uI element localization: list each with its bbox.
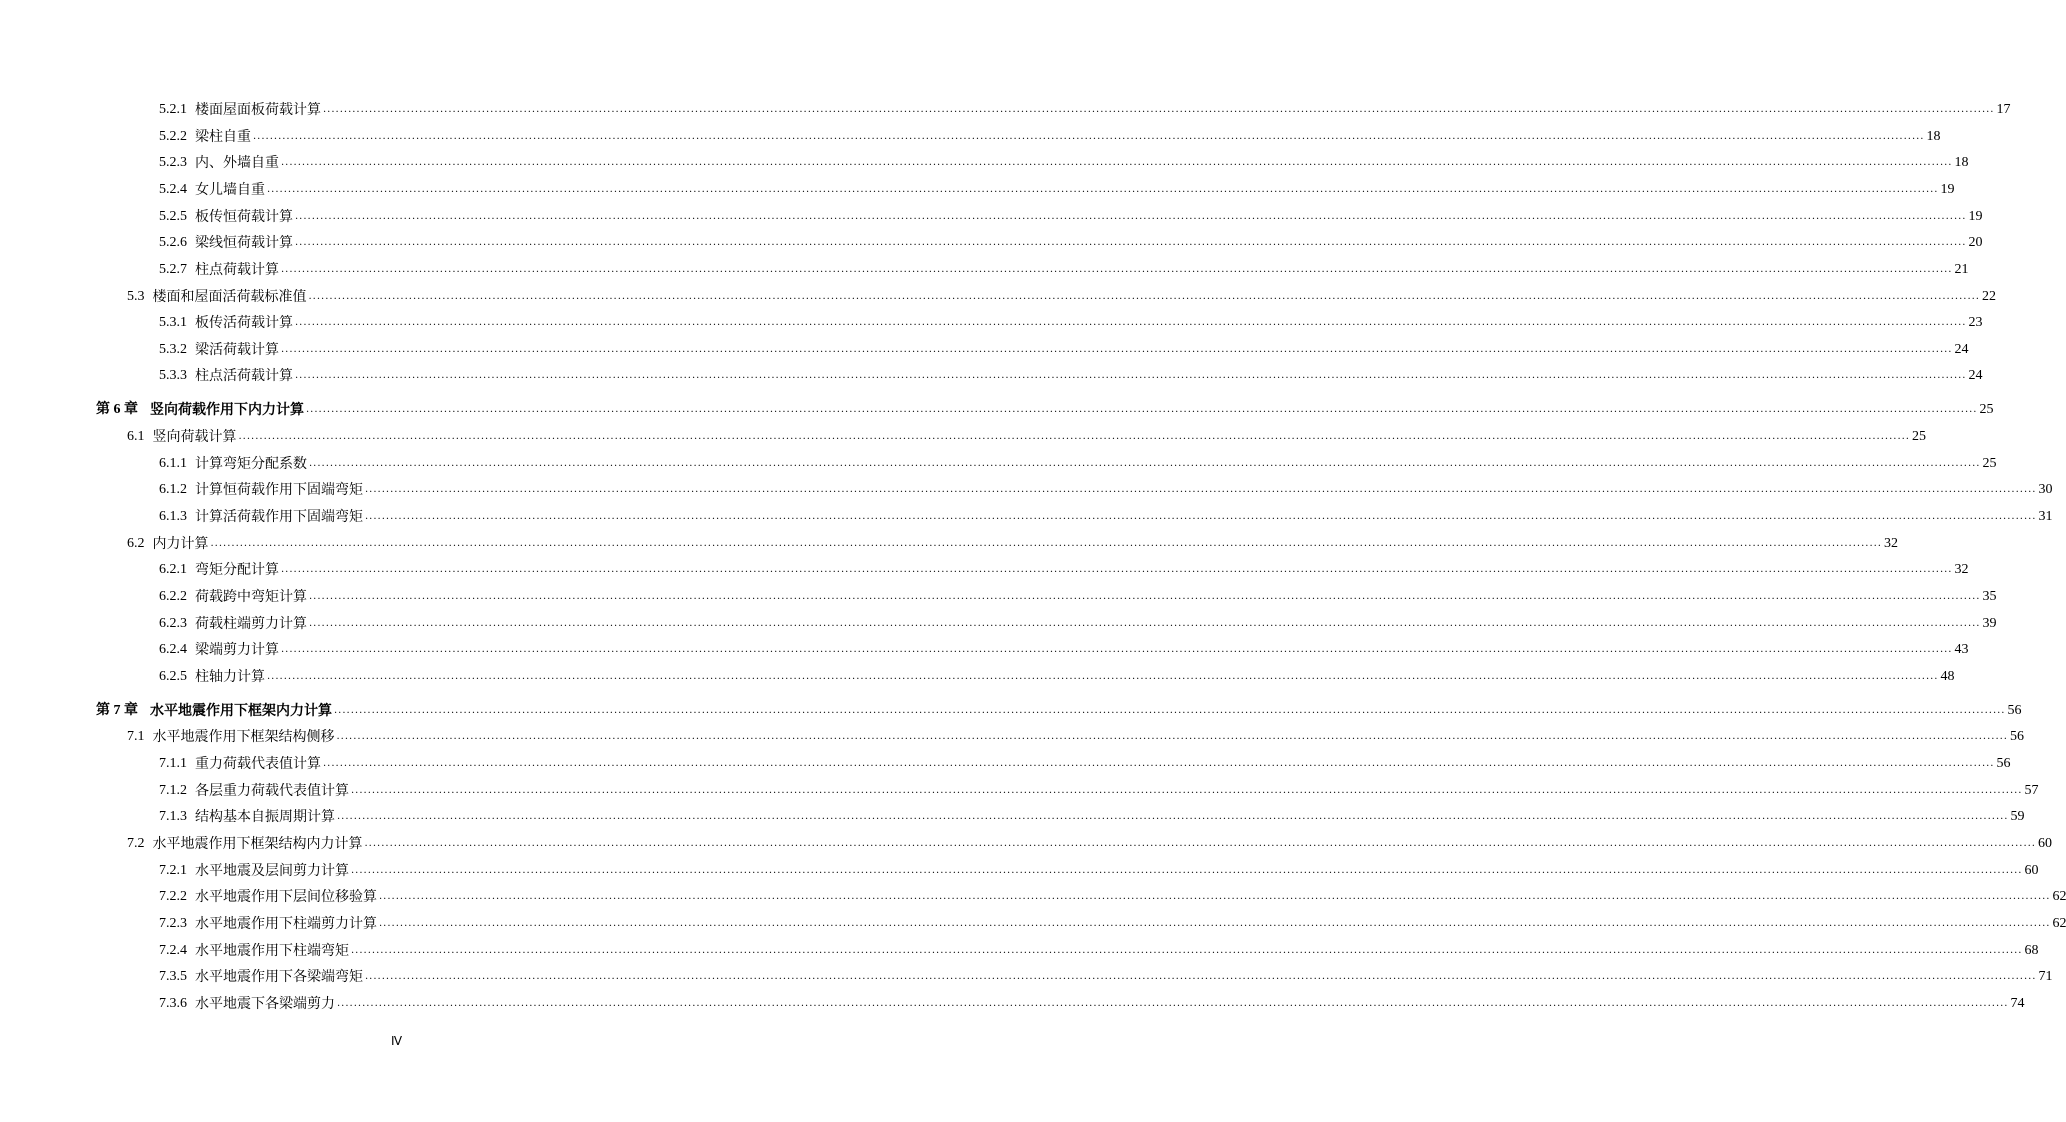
toc-entry-number: 7.2.4 (159, 943, 187, 958)
dot-leader: ................................................................................................................................................................................................................................................................................................................................................................................................................ (295, 370, 1967, 381)
toc-entry-number: 6.2 (127, 536, 145, 551)
toc-entry[interactable] (0, 584, 1997, 610)
toc-entry-number: 5.3.2 (159, 342, 187, 357)
dot-leader: ................................................................................................................................................................................................................................................................................................................................................................................................................ (309, 618, 1981, 629)
toc-entry[interactable] (0, 177, 1955, 203)
toc-entry[interactable] (0, 531, 1898, 557)
toc-entry-title: 计算活荷载作用下固端弯矩 (195, 509, 363, 525)
toc-entry-page: 62 (2052, 916, 2066, 931)
dot-leader: ................................................................................................................................................................................................................................................................................................................................................................................................................ (306, 404, 1978, 415)
toc-entry[interactable] (0, 938, 2039, 964)
toc-entry-page: 19 (1968, 209, 1983, 224)
toc-entry-page: 48 (1940, 669, 1955, 684)
toc-entry-title: 竖向荷载计算 (152, 429, 237, 445)
toc-entry-title: 水平地震作用下柱端剪力计算 (195, 916, 377, 932)
dot-leader: ................................................................................................................................................................................................................................................................................................................................................................................................................ (295, 237, 1967, 248)
toc-entry-page: 32 (1954, 562, 1969, 577)
toc-entry-title: 水平地震作用下柱端弯矩 (195, 943, 349, 959)
toc-entry-title: 重力荷载代表值计算 (195, 756, 321, 772)
toc-entry-page: 39 (1982, 616, 1997, 631)
toc-entry-title: 计算恒荷载作用下固端弯矩 (195, 482, 363, 498)
dot-leader: ................................................................................................................................................................................................................................................................................................................................................................................................................ (351, 785, 2023, 796)
toc-entry-number: 第 7 章 (96, 703, 138, 718)
toc-entry-number: 5.2.6 (159, 235, 187, 250)
toc-entry[interactable] (0, 310, 1983, 336)
toc-entry-number: 5.2.5 (159, 209, 187, 224)
toc-entry-title: 楼面和屋面活荷载标准值 (152, 289, 307, 305)
toc-entry-title: 水平地震作用下各梁端弯矩 (195, 969, 363, 985)
toc-entry-title: 水平地震作用下框架内力计算 (150, 703, 332, 719)
toc-entry-title: 柱轴力计算 (195, 669, 265, 685)
toc-entry-number: 7.1 (127, 729, 145, 744)
toc-entry-page: 20 (1968, 235, 1983, 250)
toc-entry-title: 荷载跨中弯矩计算 (195, 589, 307, 605)
toc-entry-title: 各层重力荷载代表值计算 (195, 783, 349, 799)
toc-entry[interactable] (0, 724, 2024, 750)
toc-entry-page: 31 (2038, 509, 2053, 524)
toc-entry-page: 56 (2009, 729, 2024, 744)
toc-entry-number: 7.1.1 (159, 756, 187, 771)
toc-entry-number: 7.1.3 (159, 809, 187, 824)
toc-entry[interactable] (0, 424, 1926, 450)
toc-entry-title: 内、外墙自重 (195, 155, 279, 171)
toc-entry-number: 6.2.5 (159, 669, 187, 684)
toc-entry-title: 水平地震作用下框架结构内力计算 (152, 836, 363, 852)
dot-leader: ................................................................................................................................................................................................................................................................................................................................................................................................................ (351, 945, 2023, 956)
toc-entry[interactable] (0, 557, 1969, 583)
toc-entry-page: 30 (2038, 482, 2053, 497)
toc-entry[interactable] (0, 664, 1955, 690)
toc-entry-number: 第 6 章 (96, 402, 138, 417)
dot-leader: ................................................................................................................................................................................................................................................................................................................................................................................................................ (210, 538, 1882, 549)
toc-entry-title: 结构基本自振周期计算 (195, 809, 335, 825)
toc-entry-number: 6.1.3 (159, 509, 187, 524)
toc-entry-title: 梁线恒荷载计算 (195, 235, 293, 251)
toc-entry-number: 5.2.1 (159, 102, 187, 117)
toc-entry-number: 5.3.3 (159, 368, 187, 383)
dot-leader: ................................................................................................................................................................................................................................................................................................................................................................................................................ (309, 458, 1981, 469)
toc-entry[interactable] (0, 751, 2011, 777)
toc-entry-page: 22 (1981, 289, 1996, 304)
toc-entry-page: 18 (1926, 129, 1941, 144)
toc-entry-page: 25 (1982, 456, 1997, 471)
toc-entry-page: 25 (1979, 402, 1994, 417)
toc-entry-title: 梁柱自重 (195, 129, 251, 145)
dot-leader: ................................................................................................................................................................................................................................................................................................................................................................................................................ (281, 264, 1953, 275)
toc-entry-title: 梁端剪力计算 (195, 642, 279, 658)
toc-entry-title: 水平地震作用下层间位移验算 (195, 889, 377, 905)
toc-entry[interactable] (0, 611, 1997, 637)
toc-entry-number: 5.2.2 (159, 129, 187, 144)
toc-entry-title: 柱点荷载计算 (195, 262, 279, 278)
dot-leader: ................................................................................................................................................................................................................................................................................................................................................................................................................ (334, 705, 2006, 716)
toc-entry-number: 7.2 (127, 836, 145, 851)
toc-entry-number: 5.2.4 (159, 182, 187, 197)
toc-entry-title: 板传恒荷载计算 (195, 209, 293, 225)
dot-leader: ................................................................................................................................................................................................................................................................................................................................................................................................................ (238, 431, 1910, 442)
toc-entry-number: 6.2.4 (159, 642, 187, 657)
toc-entry-page: 56 (2007, 703, 2022, 718)
dot-leader: ................................................................................................................................................................................................................................................................................................................................................................................................................ (295, 317, 1967, 328)
toc-entry-title: 内力计算 (152, 536, 209, 552)
dot-leader: ................................................................................................................................................................................................................................................................................................................................................................................................................ (308, 291, 1980, 302)
toc-entry-number: 6.1.2 (159, 482, 187, 497)
toc-entry-title: 水平地震作用下框架结构侧移 (152, 729, 335, 745)
toc-entry-title: 弯矩分配计算 (195, 562, 279, 578)
toc-entry-number: 7.1.2 (159, 783, 187, 798)
toc-entry-title: 楼面屋面板荷载计算 (195, 102, 321, 118)
toc-entry-number: 5.3 (127, 289, 145, 304)
toc-entry-page: 19 (1940, 182, 1955, 197)
toc-entry-title: 水平地震及层间剪力计算 (195, 863, 349, 879)
toc-entry-page: 56 (1996, 756, 2011, 771)
toc-entry[interactable] (0, 858, 2039, 884)
toc-entry-title: 计算弯矩分配系数 (195, 456, 307, 472)
dot-leader: ................................................................................................................................................................................................................................................................................................................................................................................................................ (364, 838, 2036, 849)
toc-entry-page: 18 (1954, 155, 1969, 170)
toc-entry-number: 5.3.1 (159, 315, 187, 330)
toc-entry-page: 60 (2037, 836, 2052, 851)
toc-entry[interactable] (0, 964, 2053, 990)
toc-entry[interactable] (0, 778, 2039, 804)
dot-leader: ................................................................................................................................................................................................................................................................................................................................................................................................................ (253, 131, 1925, 142)
toc-entry[interactable] (0, 204, 1983, 230)
toc-entry-number: 6.2.3 (159, 616, 187, 631)
dot-leader: ................................................................................................................................................................................................................................................................................................................................................................................................................ (281, 564, 1953, 575)
dot-leader: ................................................................................................................................................................................................................................................................................................................................................................................................................ (267, 184, 1939, 195)
toc-entry[interactable] (0, 637, 1969, 663)
toc-entry-page: 32 (1883, 536, 1898, 551)
dot-leader: ................................................................................................................................................................................................................................................................................................................................................................................................................ (323, 758, 1995, 769)
dot-leader: ................................................................................................................................................................................................................................................................................................................................................................................................................ (365, 971, 2037, 982)
toc-entry[interactable] (0, 284, 1996, 310)
dot-leader: ................................................................................................................................................................................................................................................................................................................................................................................................................ (336, 731, 2008, 742)
toc-entry-page: 25 (1911, 429, 1926, 444)
dot-leader: ................................................................................................................................................................................................................................................................................................................................................................................................................ (379, 891, 2051, 902)
toc-entry-page: 24 (1968, 368, 1983, 383)
dot-leader: ................................................................................................................................................................................................................................................................................................................................................................................................................ (281, 344, 1953, 355)
toc-entry-page: 23 (1968, 315, 1983, 330)
toc-entry-title: 荷载柱端剪力计算 (195, 616, 307, 632)
toc-entry-number: 5.2.7 (159, 262, 187, 277)
dot-leader: ................................................................................................................................................................................................................................................................................................................................................................................................................ (351, 865, 2023, 876)
toc-entry[interactable] (0, 230, 1983, 256)
toc-entry-page: 57 (2024, 783, 2039, 798)
toc-entry-page: 24 (1954, 342, 1969, 357)
dot-leader: ................................................................................................................................................................................................................................................................................................................................................................................................................ (309, 591, 1981, 602)
toc-entry-number: 7.2.3 (159, 916, 187, 931)
toc-entry-page: 71 (2038, 969, 2053, 984)
toc-entry[interactable] (0, 124, 1941, 150)
toc-entry-number: 6.1 (127, 429, 145, 444)
toc-entry[interactable] (0, 698, 2022, 724)
dot-leader: ................................................................................................................................................................................................................................................................................................................................................................................................................ (295, 211, 1967, 222)
toc-entry-page: 21 (1954, 262, 1969, 277)
toc-entry[interactable] (0, 477, 2053, 503)
dot-leader: ................................................................................................................................................................................................................................................................................................................................................................................................................ (379, 918, 2051, 929)
toc-entry-number: 7.2.1 (159, 863, 187, 878)
toc-entry-title: 板传活荷载计算 (195, 315, 293, 331)
toc-entry-page: 60 (2024, 863, 2039, 878)
toc-entry[interactable] (0, 804, 2025, 830)
toc-entry[interactable] (0, 831, 2052, 857)
toc-entry-title: 女儿墙自重 (195, 182, 265, 198)
page-number: Ⅳ (390, 1034, 403, 1048)
dot-leader: ................................................................................................................................................................................................................................................................................................................................................................................................................ (281, 644, 1953, 655)
dot-leader: ................................................................................................................................................................................................................................................................................................................................................................................................................ (365, 511, 2037, 522)
toc-entry-page: 43 (1954, 642, 1969, 657)
toc-entry[interactable] (0, 150, 1969, 176)
dot-leader: ................................................................................................................................................................................................................................................................................................................................................................................................................ (337, 998, 2009, 1009)
toc-entry[interactable] (0, 504, 2053, 530)
dot-leader: ................................................................................................................................................................................................................................................................................................................................................................................................................ (323, 104, 1995, 115)
toc-entry-number: 7.3.6 (159, 996, 187, 1011)
toc-entry-number: 7.2.2 (159, 889, 187, 904)
toc-entry[interactable] (0, 337, 1969, 363)
toc-entry-title: 梁活荷载计算 (195, 342, 279, 358)
toc-entry[interactable] (0, 97, 2011, 123)
toc-entry-number: 7.3.5 (159, 969, 187, 984)
toc-entry-page: 35 (1982, 589, 1997, 604)
toc-entry-page: 74 (2010, 996, 2025, 1011)
toc-entry-number: 6.1.1 (159, 456, 187, 471)
dot-leader: ................................................................................................................................................................................................................................................................................................................................................................................................................ (281, 157, 1953, 168)
toc-entry-page: 62 (2052, 889, 2066, 904)
toc-entry-title: 柱点活荷载计算 (195, 368, 293, 384)
toc-entry-title: 竖向荷载作用下内力计算 (150, 402, 304, 418)
dot-leader: ................................................................................................................................................................................................................................................................................................................................................................................................................ (365, 484, 2037, 495)
toc-entry[interactable] (0, 911, 2066, 937)
toc-entry[interactable] (0, 991, 2025, 1017)
toc-entry-page: 68 (2024, 943, 2039, 958)
toc-entry[interactable] (0, 451, 1997, 477)
toc-entry-number: 6.2.2 (159, 589, 187, 604)
toc-entry[interactable] (0, 884, 2066, 910)
toc-entry[interactable] (0, 397, 1994, 423)
toc-entry[interactable] (0, 257, 1969, 283)
toc-entry-page: 17 (1996, 102, 2011, 117)
toc-entry-page: 59 (2010, 809, 2025, 824)
toc-entry-number: 5.2.3 (159, 155, 187, 170)
toc-entry-title: 水平地震下各梁端剪力 (195, 996, 335, 1012)
toc-entry[interactable] (0, 363, 1983, 389)
toc-entry-number: 6.2.1 (159, 562, 187, 577)
dot-leader: ................................................................................................................................................................................................................................................................................................................................................................................................................ (337, 811, 2009, 822)
dot-leader: ................................................................................................................................................................................................................................................................................................................................................................................................................ (267, 671, 1939, 682)
